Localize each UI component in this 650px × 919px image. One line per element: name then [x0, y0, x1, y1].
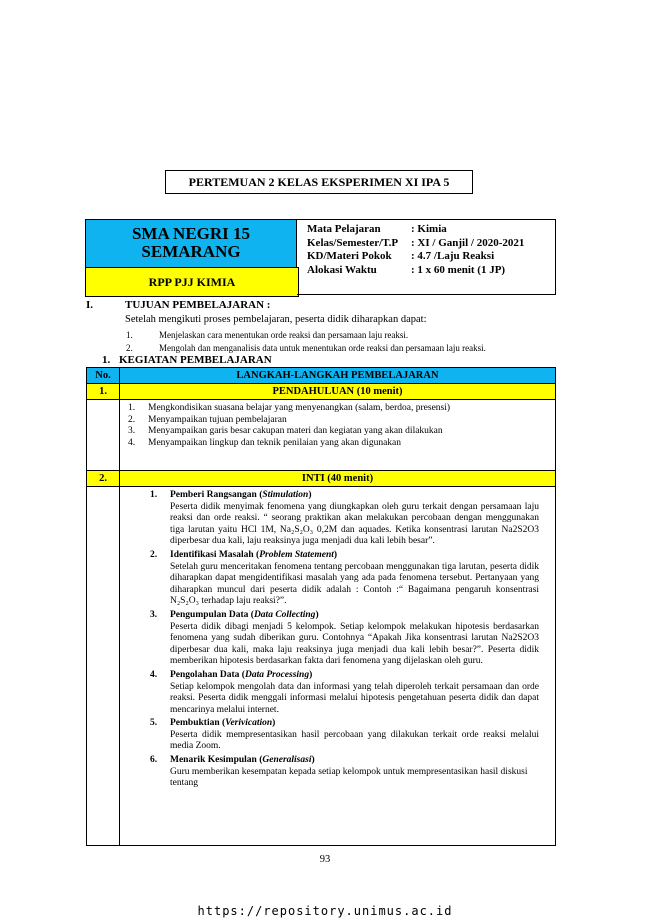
section-number-kegiatan: 1. — [102, 354, 111, 366]
info-value: 1 x 60 menit (1 JP) — [417, 263, 506, 276]
list-item-text: Menyampaikan lingkup dan teknik penilaian yang akan digunakan — [148, 437, 401, 448]
step-heading — [150, 550, 539, 562]
step-title-english: Stimulation — [262, 490, 309, 500]
course-info — [297, 219, 556, 295]
section-number: 1. — [87, 384, 120, 400]
section-title-tujuan: TUJUAN PEMBELAJARAN : — [125, 299, 271, 311]
info-separator: : — [411, 263, 415, 276]
info-row — [307, 264, 555, 278]
step-number: 5. — [150, 718, 158, 729]
info-value: XI / Ganjil / 2020-2021 — [417, 236, 525, 249]
info-separator: : — [411, 236, 415, 249]
inti-steps — [120, 487, 556, 846]
info-row — [307, 237, 555, 251]
step-number: 1. — [150, 490, 158, 500]
info-row — [307, 250, 555, 264]
step-title-english: Verivication — [225, 718, 273, 729]
step-number: 2. — [150, 549, 158, 560]
step-heading — [150, 718, 539, 730]
list-item — [128, 415, 555, 427]
info-separator: : — [411, 250, 415, 262]
school-name-line1: SMA NEGRI 15 — [131, 224, 251, 243]
tujuan-item-number: 2. — [126, 343, 133, 353]
step-body: Setiap kelompok mengolah data dan informasi yang telah diperoleh terkait persamaan dan orde reaksi. Peserta didik menggali informasi melalui hipotesis pengetahuan peserta didik dan dapat mencarinya melalui internet. — [170, 681, 539, 715]
header-steps: LANGKAH-LANGKAH PEMBELAJARAN — [120, 368, 556, 384]
header-no: No. — [87, 368, 120, 384]
step-heading — [150, 755, 539, 767]
list-item-text: Mengkondisikan suasana belajar yang menyenangkan (salam, berdoa, presensi) — [148, 403, 451, 413]
step-title-close: ) — [311, 755, 315, 766]
tujuan-item: Menjelaskan cara menentukan orde reaksi dan persamaan laju reaksi. — [159, 330, 409, 340]
step-title-close: ) — [309, 669, 313, 680]
section-row-pendahuluan — [87, 384, 556, 400]
step-body: Setelah guru menceritakan fenomena tentang percobaan menggunakan tiga larutan, peserta didik diharapkan dapat mengidentifikasi masalah yang ada pada fenomena tersebut. Pertanyaan yang diharapkan muncul dari peserta didik adalah : Contoh :“ Bagaimana pengaruh konsentrasi N₂S₂O₃ terhadap laju reaksi?”. — [170, 561, 539, 607]
info-value: Kimia — [417, 223, 447, 235]
list-item — [128, 426, 555, 438]
step-item — [150, 670, 539, 716]
info-value: 4.7 /Laju Reaksi — [417, 250, 495, 262]
step-title-close: ) — [333, 549, 338, 560]
activity-table — [86, 367, 556, 846]
inti-content-row — [87, 487, 556, 846]
empty-cell — [87, 400, 120, 471]
step-item — [150, 610, 539, 668]
step-number: 4. — [150, 669, 158, 680]
section-title-kegiatan: KEGIATAN PEMBELAJARAN — [119, 354, 272, 366]
repository-url[interactable]: https://repository.unimus.ac.id — [197, 904, 453, 918]
step-title: Pemberi Rangsangan ( — [170, 490, 263, 500]
pendahuluan-content-row — [87, 400, 556, 471]
step-item — [150, 490, 539, 548]
list-item-text: Menyampaikan garis besar cakupan materi dan kegiatan yang akan dilakukan — [148, 426, 443, 436]
step-title: Pengolahan Data ( — [170, 669, 245, 680]
step-title-close: ) — [308, 490, 312, 500]
info-key: Mata Pelajaran — [307, 223, 381, 235]
step-title: Menarik Kesimpulan ( — [170, 755, 263, 766]
info-row — [307, 223, 555, 237]
step-title: Identifikasi Masalah ( — [170, 549, 260, 560]
info-key: Kelas/Semester/T.P — [307, 236, 399, 249]
info-separator: : — [411, 223, 415, 235]
pendahuluan-list — [120, 400, 556, 471]
step-number: 3. — [150, 609, 158, 620]
list-item-number: 4. — [128, 437, 136, 448]
step-heading — [150, 610, 539, 622]
step-body: Peserta didik mempresentasikan hasil percobaan yang dilakukan terkait orde reaksi melalui media Zoom. — [170, 729, 539, 752]
section-number: 2. — [87, 471, 120, 487]
step-title-english: Data Processing — [244, 669, 310, 680]
step-title-english: Generalisasi — [262, 755, 312, 766]
step-title-english: Data Collecting — [253, 609, 316, 620]
list-item-text: Menyampaikan tujuan pembelajaran — [148, 414, 287, 425]
step-item — [150, 718, 539, 753]
info-key: Alokasi Waktu — [307, 263, 377, 276]
page-number: 93 — [319, 854, 331, 865]
meeting-heading: PERTEMUAN 2 KELAS EKSPERIMEN XI IPA 5 — [165, 170, 473, 194]
step-title-close: ) — [315, 609, 319, 620]
section-row-inti — [87, 471, 556, 487]
list-item — [128, 438, 555, 450]
step-item — [150, 550, 539, 608]
rpp-label: RPP PJJ KIMIA — [85, 267, 299, 297]
info-key: KD/Materi Pokok — [307, 250, 392, 262]
list-item — [128, 403, 555, 415]
empty-cell — [87, 487, 120, 846]
step-body: Peserta didik menyimak fenomena yang diungkapkan oleh guru terkait dengan persamaan laju reaksi dan orde reaksi. “ seorang praktikan akan melakukan percobaan dengan menggunakan tiga larutan yaitu HCl 1M, Na₂S₂O₃ 0,2M dan aquades. Ketika konsentrasi larutan Na2S2O3 diperbesar dua kali, laju reaksinya juga menjadi dua kali lebih besar”. — [170, 501, 539, 547]
list-item-number: 3. — [128, 426, 136, 436]
step-body: Guru memberikan kesempatan kepada setiap kelompok untuk mempresentasikan hasil diskusi tentang — [170, 766, 528, 789]
step-title: Pengumpulan Data ( — [170, 609, 254, 620]
tujuan-intro: Setelah mengikuti proses pembelajaran, peserta didik diharapkan dapat: — [125, 314, 427, 325]
step-item — [150, 755, 539, 790]
list-item-number: 1. — [128, 403, 136, 413]
table-header-row — [87, 368, 556, 384]
school-name-cell — [85, 219, 297, 267]
tujuan-item: Mengolah dan menganalisis data untuk menentukan orde reaksi dan persamaan laju reaksi. — [159, 343, 486, 353]
step-body: Peserta didik dibagi menjadi 5 kelompok. Setiap kelompok melakukan hipotesis berdasarkan fenomena yang sudah diberikan guru. Contohnya “Apakah Jika konsentrasi larutan Na2S2O3 diperbesar dua kali, maka laju reaksinya juga menjadi dua kali lebih besar?”. Peserta didik memberikan hipotesis berdasarkan fakta dari fenomena yang dijelaskan oleh guru. — [170, 621, 539, 667]
section-title: PENDAHULUAN (10 menit) — [120, 384, 556, 400]
section-number-tujuan: I. — [86, 299, 94, 311]
step-title: Pembuktian ( — [170, 718, 226, 729]
tujuan-item-number: 1. — [126, 330, 133, 340]
step-heading — [150, 670, 539, 682]
step-number: 6. — [150, 755, 158, 766]
step-title-english: Problem Statement — [259, 549, 334, 560]
section-title: INTI (40 menit) — [120, 471, 556, 487]
step-title-close: ) — [272, 718, 276, 729]
list-item-number: 2. — [128, 414, 136, 425]
school-name-line2: SEMARANG — [141, 242, 241, 261]
step-heading — [150, 490, 539, 502]
